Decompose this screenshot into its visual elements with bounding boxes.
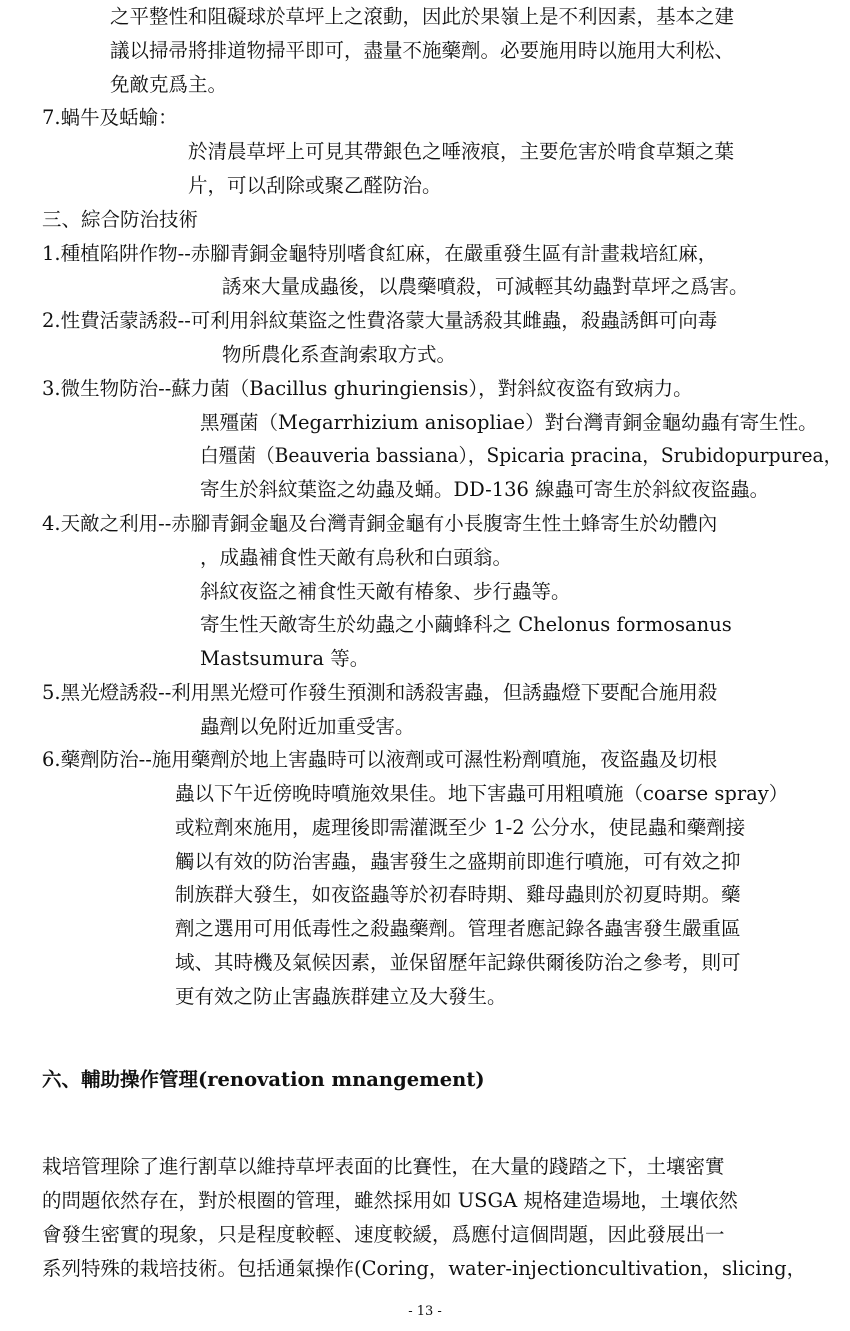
text-line: 域、其時機及氣候因素，並保留歷年記錄供爾後防治之參考，則可 bbox=[175, 951, 741, 974]
text-line: 蟲劑以免附近加重受害。 bbox=[200, 715, 415, 738]
text-line: 斜紋夜盜之補食性天敵有椿象、步行蟲等。 bbox=[200, 580, 571, 603]
text-line: 於清晨草坪上可見其帶銀色之唾液痕，主要危害於啃食草類之葉 bbox=[188, 140, 735, 163]
text-line: 議以掃帚將排道物掃平即可，盡量不施藥劑。必要施用時以施用大利松、 bbox=[110, 39, 735, 62]
text-line: 片，可以刮除或聚乙醛防治。 bbox=[188, 174, 442, 197]
text-line: 寄生於斜紋葉盜之幼蟲及蛹。DD-136 線蟲可寄生於斜紋夜盜蟲。 bbox=[200, 478, 770, 501]
text-line: 寄生性天敵寄生於幼蟲之小繭蜂科之 Chelonus formosanus bbox=[200, 613, 732, 636]
item-heading-snails: 7.蝸牛及蛞蝓： bbox=[42, 106, 178, 129]
list-item-chemical: 6.藥劑防治--施用藥劑於地上害蟲時可以液劑或可濕性粉劑噴施，夜盜蟲及切根 bbox=[42, 748, 718, 771]
paragraph-line: 栽培管理除了進行割草以維持草坪表面的比賽性，在大量的踐踏之下，土壤密實 bbox=[42, 1155, 725, 1178]
list-item-natural-enemies: 4.天敵之利用--赤腳青銅金龜及台灣青銅金龜有小長腹寄生性土蜂寄生於幼體內 bbox=[42, 512, 718, 535]
page-number: - 13 - bbox=[408, 1304, 442, 1319]
text-line: 之平整性和阻礙球於草坪上之滾動，因此於果嶺上是不利因素，基本之建 bbox=[110, 5, 735, 28]
text-line: 物所農化系查詢索取方式。 bbox=[222, 343, 457, 366]
text-line: 黑殭菌（Megarrhizium anisopliae）對台灣青銅金龜幼蟲有寄生性。 bbox=[200, 411, 818, 434]
text-line: Mastsumura 等。 bbox=[200, 647, 370, 670]
list-item-pheromone: 2.性費活蒙誘殺--可利用斜紋葉盜之性費洛蒙大量誘殺其雌蟲，殺蟲誘餌可向毒 bbox=[42, 309, 718, 332]
text-line: 更有效之防止害蟲族群建立及大發生。 bbox=[175, 985, 507, 1008]
section-heading-integrated-control: 三、綜合防治技術 bbox=[42, 208, 199, 231]
text-line: 蟲以下午近傍晚時噴施效果佳。地下害蟲可用粗噴施（coarse spray） bbox=[175, 782, 789, 805]
paragraph-line: 的問題依然存在，對於根圈的管理，雖然採用如 USGA 規格建造場地，土壤依然 bbox=[42, 1189, 738, 1212]
text-line: 免敵克爲主。 bbox=[110, 73, 228, 96]
text-line: 或粒劑來施用，處理後即需灌溉至少 1-2 公分水，使昆蟲和藥劑接 bbox=[175, 816, 746, 839]
text-line: ，成蟲補食性天敵有烏秋和白頭翁。 bbox=[200, 546, 513, 569]
section-heading-renovation: 六、輔助操作管理(renovation mnangement) bbox=[42, 1068, 485, 1091]
paragraph-line: 會發生密實的現象，只是程度較輕、速度較緩，爲應付這個問題，因此發展出一 bbox=[42, 1223, 725, 1246]
text-line: 制族群大發生，如夜盜蟲等於初春時期、雞母蟲則於初夏時期。藥 bbox=[175, 883, 741, 906]
list-item-black-light: 5.黑光燈誘殺--利用黑光燈可作發生預測和誘殺害蟲，但誘蟲燈下要配合施用殺 bbox=[42, 681, 718, 704]
paragraph-line: 系列特殊的栽培技術。包括通氣操作(Coring，water-injectioncultivation，slicing， bbox=[42, 1257, 807, 1280]
list-item-trap-crop: 1.種植陷阱作物--赤腳青銅金龜特別嗜食紅麻，在嚴重發生區有計畫栽培紅麻， bbox=[42, 242, 718, 265]
text-line: 劑之選用可用低毒性之殺蟲藥劑。管理者應記錄各蟲害發生嚴重區 bbox=[175, 917, 741, 940]
text-line: 誘來大量成蟲後，以農藥噴殺，可減輕其幼蟲對草坪之爲害。 bbox=[222, 275, 749, 298]
list-item-microbial: 3.微生物防治--蘇力菌（Bacillus ghuringiensis），對斜紋夜盜有致病力。 bbox=[42, 377, 693, 400]
text-line: 白殭菌（Beauveria bassiana），Spicaria pracina，Srubidopurpurea， bbox=[200, 444, 843, 467]
text-line: 觸以有效的防治害蟲，蟲害發生之盛期前即進行噴施，可有效之抑 bbox=[175, 850, 741, 873]
